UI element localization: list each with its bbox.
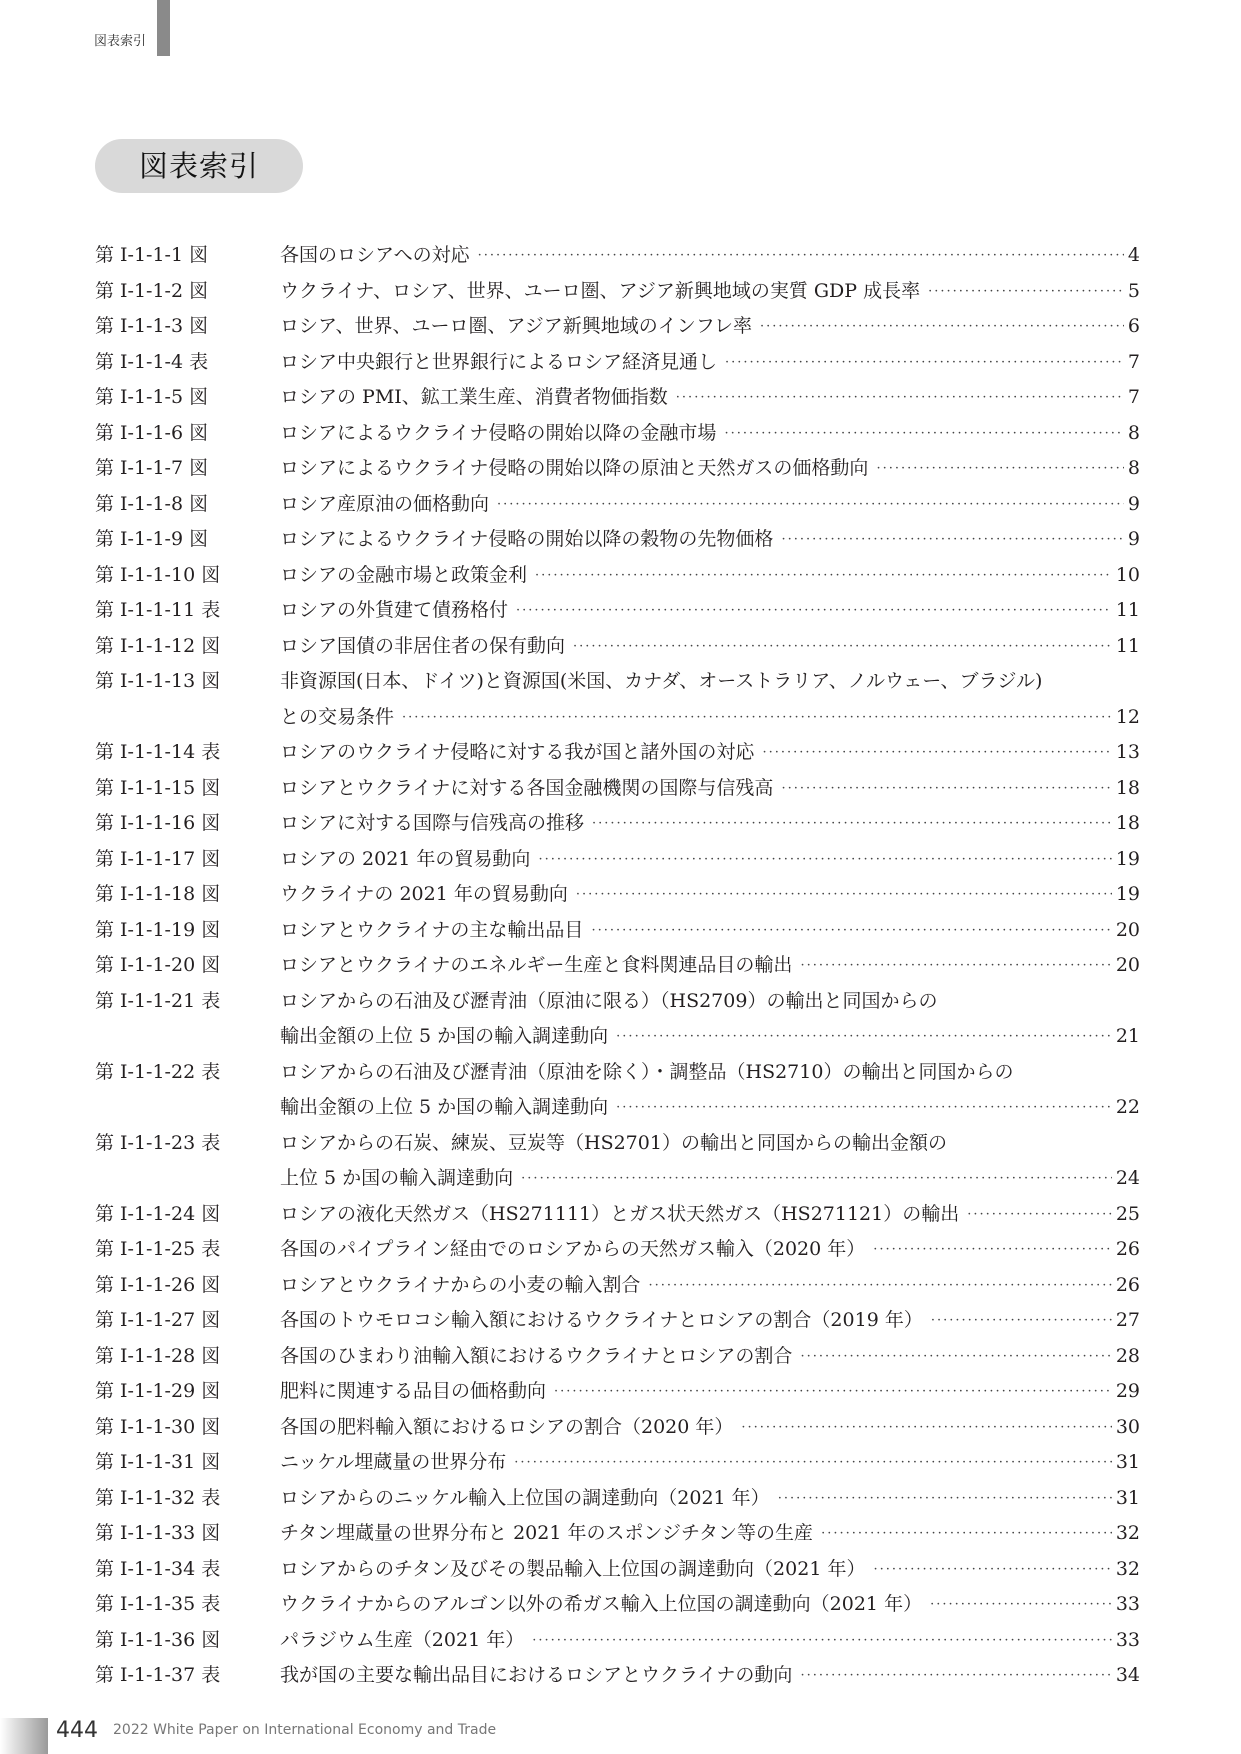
dot-leader <box>873 1232 1112 1268</box>
entry-body <box>280 771 1140 807</box>
entry-body <box>280 1055 1140 1126</box>
figure-number: 第 I-1-1-18 図 <box>95 883 221 905</box>
dot-leader <box>760 309 1124 345</box>
toc-entry[interactable] <box>95 1481 1140 1517</box>
toc-entry[interactable] <box>95 1410 1140 1446</box>
page-ref: 32 <box>1115 1522 1140 1544</box>
page-ref: 6 <box>1127 315 1140 337</box>
figure-number: 第 I-1-1-31 図 <box>95 1451 221 1473</box>
entry-body <box>280 1623 1140 1659</box>
entry-body <box>280 309 1140 345</box>
toc-entry[interactable] <box>95 1232 1140 1268</box>
dot-leader <box>592 806 1112 842</box>
entry-body <box>280 984 1140 1055</box>
page-ref: 11 <box>1115 599 1140 621</box>
entry-title: ロシアの PMI、鉱工業生産、消費者物価指数 <box>280 386 668 408</box>
toc-entry[interactable] <box>95 1126 1140 1197</box>
entry-title: 各国のロシアへの対応 <box>280 244 470 266</box>
page-ref: 28 <box>1115 1344 1140 1367</box>
publication-title: 2022 White Paper on International Economy and Trade <box>113 1722 497 1738</box>
entry-title: ロシア産原油の価格動向 <box>280 492 490 515</box>
entry-body <box>280 664 1140 735</box>
figure-number: 第 I-1-1-9 図 <box>95 528 209 550</box>
figure-number: 第 I-1-1-33 図 <box>95 1522 221 1544</box>
figure-number: 第 I-1-1-3 図 <box>95 315 209 337</box>
toc-entry[interactable] <box>95 1445 1140 1481</box>
toc-entry[interactable] <box>95 806 1140 842</box>
page-ref: 29 <box>1115 1380 1140 1402</box>
entry-line <box>280 1587 1140 1623</box>
entry-line <box>280 664 1140 700</box>
toc-entry[interactable] <box>95 1197 1140 1233</box>
toc-entry[interactable] <box>95 735 1140 771</box>
entry-line <box>280 1623 1140 1659</box>
entry-body <box>280 1303 1140 1339</box>
toc-entry[interactable] <box>95 629 1140 665</box>
page-ref: 30 <box>1115 1415 1140 1438</box>
entry-line <box>280 1552 1140 1588</box>
entry-line <box>280 309 1140 345</box>
figure-number: 第 I-1-1-25 表 <box>95 1238 221 1260</box>
entry-title: 我が国の主要な輸出品目におけるロシアとウクライナの動向 <box>280 1664 793 1686</box>
entry-body <box>280 948 1140 984</box>
entry-title: ロシアからのニッケル輸入上位国の調達動向（2021 年） <box>280 1486 770 1509</box>
entry-line <box>280 1197 1140 1233</box>
page-ref: 13 <box>1115 741 1140 763</box>
entry-line <box>280 558 1140 594</box>
toc-entry[interactable] <box>95 913 1140 949</box>
toc-entry[interactable] <box>95 984 1140 1055</box>
entry-line <box>280 416 1140 452</box>
dot-leader <box>591 913 1111 949</box>
entry-title: ウクライナ、ロシア、世界、ユーロ圏、アジア新興地域の実質 GDP 成長率 <box>280 279 921 302</box>
dot-leader <box>967 1197 1112 1233</box>
entry-title: ロシアからのチタン及びその製品輸入上位国の調達動向（2021 年） <box>280 1557 866 1580</box>
entry-body <box>280 1552 1140 1588</box>
page-ref: 8 <box>1127 421 1140 444</box>
page-ref: 18 <box>1115 812 1140 834</box>
entry-body <box>280 842 1140 878</box>
entry-body <box>280 806 1140 842</box>
entry-body <box>280 522 1140 558</box>
entry-title: チタン埋蔵量の世界分布と 2021 年のスポンジチタン等の生産 <box>280 1522 814 1544</box>
entry-title: ロシアとウクライナからの小麦の輸入割合 <box>280 1273 641 1296</box>
figure-number: 第 I-1-1-29 図 <box>95 1380 221 1402</box>
toc-entry[interactable] <box>95 274 1140 310</box>
toc-entry[interactable] <box>95 416 1140 452</box>
page-ref: 32 <box>1115 1557 1140 1580</box>
dot-leader <box>532 1623 1112 1659</box>
page-ref: 9 <box>1127 528 1140 550</box>
page-ref: 33 <box>1115 1628 1140 1651</box>
toc-entry[interactable] <box>95 771 1140 807</box>
entry-body <box>280 380 1140 416</box>
entry-title: 各国のパイプライン経由でのロシアからの天然ガス輸入（2020 年） <box>280 1238 866 1260</box>
figure-number: 第 I-1-1-34 表 <box>95 1557 221 1580</box>
entry-title: 輸出金額の上位 5 か国の輸入調達動向 <box>280 1096 609 1118</box>
dot-leader <box>535 558 1112 594</box>
entry-body <box>280 1516 1140 1552</box>
entry-title: ロシアの液化天然ガス（HS271111）とガス状天然ガス（HS271121）の輸出 <box>280 1202 960 1225</box>
page-ref: 25 <box>1115 1202 1140 1225</box>
entry-line <box>280 593 1140 629</box>
entry-title: 各国の肥料輸入額におけるロシアの割合（2020 年） <box>280 1415 734 1438</box>
toc-entry[interactable] <box>95 238 1140 274</box>
entry-body <box>280 913 1140 949</box>
dot-leader <box>800 1339 1111 1375</box>
toc-entry[interactable] <box>95 1623 1140 1659</box>
page-ref: 19 <box>1115 847 1140 870</box>
page-ref: 11 <box>1115 634 1140 657</box>
figure-number: 第 I-1-1-37 表 <box>95 1664 221 1686</box>
figure-number: 第 I-1-1-32 表 <box>95 1486 221 1509</box>
page-ref: 31 <box>1115 1486 1140 1509</box>
toc-entry[interactable] <box>95 948 1140 984</box>
toc-entry[interactable] <box>95 558 1140 594</box>
entry-line <box>280 771 1140 807</box>
figure-number: 第 I-1-1-26 図 <box>95 1273 221 1296</box>
entry-line <box>280 238 1140 274</box>
entry-title: との交易条件 <box>280 705 395 728</box>
figure-number: 第 I-1-1-6 図 <box>95 421 209 444</box>
entry-title: 上位 5 か国の輸入調達動向 <box>280 1167 514 1189</box>
entry-body <box>280 1481 1140 1517</box>
figure-number: 第 I-1-1-7 図 <box>95 457 209 479</box>
page-title: 図表索引 <box>95 139 303 193</box>
dot-leader <box>516 593 1112 629</box>
page-number: 444 <box>56 1718 98 1743</box>
dot-leader <box>514 1445 1112 1481</box>
dot-leader <box>781 522 1123 558</box>
entry-title: ロシアによるウクライナ侵略の開始以降の金融市場 <box>280 421 717 444</box>
entry-body <box>280 1445 1140 1481</box>
figure-number: 第 I-1-1-12 図 <box>95 634 221 657</box>
entry-title: 肥料に関連する品目の価格動向 <box>280 1380 547 1402</box>
dot-leader <box>800 1658 1111 1694</box>
entry-line <box>280 1481 1140 1517</box>
entry-body <box>280 1268 1140 1304</box>
page-ref: 24 <box>1115 1167 1140 1189</box>
entry-body <box>280 345 1140 381</box>
figure-number: 第 I-1-1-22 表 <box>95 1060 221 1083</box>
toc-entry[interactable] <box>95 593 1140 629</box>
page-ref: 33 <box>1115 1593 1140 1615</box>
entry-body <box>280 1126 1140 1197</box>
dot-leader <box>876 451 1123 487</box>
page-ref: 22 <box>1115 1096 1140 1118</box>
dot-leader <box>930 1587 1112 1623</box>
entry-body <box>280 1232 1140 1268</box>
entry-line <box>280 1232 1140 1268</box>
entry-line <box>280 1374 1140 1410</box>
page-ref: 4 <box>1127 244 1140 266</box>
entry-body <box>280 1197 1140 1233</box>
figure-number: 第 I-1-1-24 図 <box>95 1202 221 1225</box>
dot-leader <box>781 771 1111 807</box>
entry-title: ロシア国債の非居住者の保有動向 <box>280 634 566 657</box>
toc-entry[interactable] <box>95 1552 1140 1588</box>
dot-leader <box>725 345 1124 381</box>
toc-entry[interactable] <box>95 345 1140 381</box>
figure-number: 第 I-1-1-2 図 <box>95 279 209 302</box>
page-ref: 20 <box>1115 954 1140 976</box>
page-ref: 26 <box>1115 1273 1140 1296</box>
entry-body <box>280 735 1140 771</box>
toc-entry[interactable] <box>95 487 1140 523</box>
figure-number: 第 I-1-1-10 図 <box>95 563 221 586</box>
dot-leader <box>616 1019 1112 1055</box>
entry-line <box>280 451 1140 487</box>
toc-entry[interactable] <box>95 842 1140 878</box>
entry-line <box>280 1303 1140 1339</box>
entry-line <box>280 1516 1140 1552</box>
entry-line <box>280 700 1140 736</box>
entry-line <box>280 735 1140 771</box>
page-ref: 19 <box>1115 883 1140 905</box>
entry-line <box>280 1161 1140 1197</box>
entry-title: ウクライナの 2021 年の貿易動向 <box>280 883 568 905</box>
entry-title: ロシアからの石油及び瀝青油（原油に限る）（HS2709）の輸出と同国からの <box>280 989 938 1012</box>
figure-number: 第 I-1-1-8 図 <box>95 492 209 515</box>
entry-title: ロシア、世界、ユーロ圏、アジア新興地域のインフレ率 <box>280 315 752 337</box>
toc-list <box>95 238 1140 1694</box>
entry-body <box>280 487 1140 523</box>
figure-number: 第 I-1-1-13 図 <box>95 670 221 692</box>
entry-body <box>280 274 1140 310</box>
entry-body <box>280 451 1140 487</box>
dot-leader <box>778 1481 1112 1517</box>
page-ref: 31 <box>1115 1451 1140 1473</box>
header-tab-bar <box>157 0 170 56</box>
entry-title: ロシアの外貨建て債務格付 <box>280 599 509 621</box>
entry-body <box>280 629 1140 665</box>
dot-leader <box>800 948 1111 984</box>
entry-title: ロシア中央銀行と世界銀行によるロシア経済見通し <box>280 350 718 373</box>
page-ref: 9 <box>1127 492 1140 515</box>
entry-line <box>280 877 1140 913</box>
page-ref: 12 <box>1115 705 1140 728</box>
entry-title: ロシアからの石炭、練炭、豆炭等（HS2701）の輸出と同国からの輸出金額の <box>280 1131 947 1154</box>
entry-title: ロシアとウクライナの主な輸出品目 <box>280 918 584 941</box>
entry-line <box>280 629 1140 665</box>
entry-title: ロシアのウクライナ侵略に対する我が国と諸外国の対応 <box>280 741 755 763</box>
figure-number: 第 I-1-1-14 表 <box>95 741 221 763</box>
toc-entry[interactable] <box>95 1268 1140 1304</box>
entry-line <box>280 1658 1140 1694</box>
dot-leader <box>928 274 1124 310</box>
entry-line <box>280 1339 1140 1375</box>
dot-leader <box>676 380 1124 416</box>
figure-number: 第 I-1-1-36 図 <box>95 1628 221 1651</box>
dot-leader <box>538 842 1111 878</box>
page-ref: 20 <box>1115 918 1140 941</box>
entry-line <box>280 806 1140 842</box>
entry-line <box>280 487 1140 523</box>
entry-line <box>280 1445 1140 1481</box>
entry-body <box>280 1587 1140 1623</box>
entry-line <box>280 380 1140 416</box>
toc-entry[interactable] <box>95 451 1140 487</box>
toc-entry[interactable] <box>95 1303 1140 1339</box>
running-head: 図表索引 <box>94 34 147 49</box>
figure-number: 第 I-1-1-16 図 <box>95 812 221 834</box>
dot-leader <box>554 1374 1112 1410</box>
page-ref: 7 <box>1127 386 1140 408</box>
entry-body <box>280 593 1140 629</box>
figure-number: 第 I-1-1-21 表 <box>95 989 221 1012</box>
entry-line <box>280 984 1140 1020</box>
entry-line <box>280 913 1140 949</box>
entry-title: 各国のトウモロコシ輸入額におけるウクライナとロシアの割合（2019 年） <box>280 1309 923 1331</box>
page-ref: 27 <box>1115 1309 1140 1331</box>
page-ref: 34 <box>1115 1664 1140 1686</box>
entry-body <box>280 1374 1140 1410</box>
toc-entry[interactable] <box>95 522 1140 558</box>
entry-title: ウクライナからのアルゴン以外の希ガス輸入上位国の調達動向（2021 年） <box>280 1593 923 1615</box>
entry-title: ロシアの 2021 年の貿易動向 <box>280 847 531 870</box>
entry-body <box>280 877 1140 913</box>
dot-leader <box>573 629 1112 665</box>
dot-leader <box>724 416 1123 452</box>
page-ref: 8 <box>1127 457 1140 479</box>
toc-entry[interactable] <box>95 309 1140 345</box>
entry-title: ロシアによるウクライナ侵略の開始以降の原油と天然ガスの価格動向 <box>280 457 869 479</box>
dot-leader <box>762 735 1111 771</box>
figure-number: 第 I-1-1-5 図 <box>95 386 209 408</box>
toc-entry[interactable] <box>95 1055 1140 1126</box>
entry-title: パラジウム生産（2021 年） <box>280 1628 525 1651</box>
dot-leader <box>497 487 1124 523</box>
entry-line <box>280 345 1140 381</box>
dot-leader <box>648 1268 1111 1304</box>
figure-number: 第 I-1-1-1 図 <box>95 244 209 266</box>
entry-title: 輸出金額の上位 5 か国の輸入調達動向 <box>280 1025 609 1047</box>
dot-leader <box>741 1410 1111 1446</box>
entry-line <box>280 274 1140 310</box>
figure-number: 第 I-1-1-28 図 <box>95 1344 221 1367</box>
figure-number: 第 I-1-1-35 表 <box>95 1593 221 1615</box>
entry-title: ロシアによるウクライナ侵略の開始以降の穀物の先物価格 <box>280 528 774 550</box>
page-ref: 18 <box>1115 776 1140 799</box>
entry-body <box>280 1339 1140 1375</box>
figure-number: 第 I-1-1-23 表 <box>95 1131 221 1154</box>
entry-line <box>280 522 1140 558</box>
page-ref: 21 <box>1115 1025 1140 1047</box>
toc-entry[interactable] <box>95 1374 1140 1410</box>
toc-entry[interactable] <box>95 1658 1140 1694</box>
page-ref: 7 <box>1127 350 1140 373</box>
footer-gradient-bar <box>0 1718 48 1754</box>
entry-title: ロシアからの石油及び瀝青油（原油を除く）・調整品（HS2710）の輸出と同国からの <box>280 1060 1014 1083</box>
dot-leader <box>478 238 1124 274</box>
toc-entry[interactable] <box>95 1587 1140 1623</box>
dot-leader <box>521 1161 1112 1197</box>
toc-entry[interactable] <box>95 877 1140 913</box>
dot-leader <box>576 877 1112 913</box>
entry-line <box>280 1410 1140 1446</box>
dot-leader <box>616 1090 1112 1126</box>
entry-title: ロシアの金融市場と政策金利 <box>280 563 528 586</box>
toc-entry[interactable] <box>95 380 1140 416</box>
toc-entry[interactable] <box>95 664 1140 735</box>
entry-body <box>280 1410 1140 1446</box>
dot-leader <box>402 700 1112 736</box>
entry-line <box>280 1090 1140 1126</box>
figure-number: 第 I-1-1-11 表 <box>95 599 221 621</box>
page-ref: 26 <box>1115 1238 1140 1260</box>
figure-number: 第 I-1-1-15 図 <box>95 776 221 799</box>
entry-title: ロシアとウクライナのエネルギー生産と食料関連品目の輸出 <box>280 954 793 976</box>
entry-line <box>280 948 1140 984</box>
figure-number: 第 I-1-1-20 図 <box>95 954 221 976</box>
dot-leader <box>821 1516 1112 1552</box>
dot-leader <box>873 1552 1111 1588</box>
entry-line <box>280 1126 1140 1162</box>
entry-title: ニッケル埋蔵量の世界分布 <box>280 1451 507 1473</box>
entry-body <box>280 238 1140 274</box>
figure-number: 第 I-1-1-19 図 <box>95 918 221 941</box>
page-ref: 10 <box>1115 563 1140 586</box>
entry-line <box>280 842 1140 878</box>
entry-line <box>280 1019 1140 1055</box>
figure-number: 第 I-1-1-4 表 <box>95 350 209 373</box>
figure-number: 第 I-1-1-17 図 <box>95 847 221 870</box>
entry-title: 非資源国(日本、ドイツ)と資源国(米国、カナダ、オーストラリア、ノルウェー、ブラジル) <box>280 670 1043 692</box>
entry-line <box>280 1268 1140 1304</box>
toc-entry[interactable] <box>95 1339 1140 1375</box>
figure-number: 第 I-1-1-27 図 <box>95 1309 221 1331</box>
toc-entry[interactable] <box>95 1516 1140 1552</box>
entry-body <box>280 416 1140 452</box>
dot-leader <box>931 1303 1112 1339</box>
page-ref: 5 <box>1127 279 1140 302</box>
entry-title: ロシアに対する国際与信残高の推移 <box>280 812 585 834</box>
entry-line <box>280 1055 1140 1091</box>
entry-title: 各国のひまわり油輸入額におけるウクライナとロシアの割合 <box>280 1344 793 1367</box>
figure-number: 第 I-1-1-30 図 <box>95 1415 221 1438</box>
entry-body <box>280 1658 1140 1694</box>
entry-body <box>280 558 1140 594</box>
entry-title: ロシアとウクライナに対する各国金融機関の国際与信残高 <box>280 776 774 799</box>
